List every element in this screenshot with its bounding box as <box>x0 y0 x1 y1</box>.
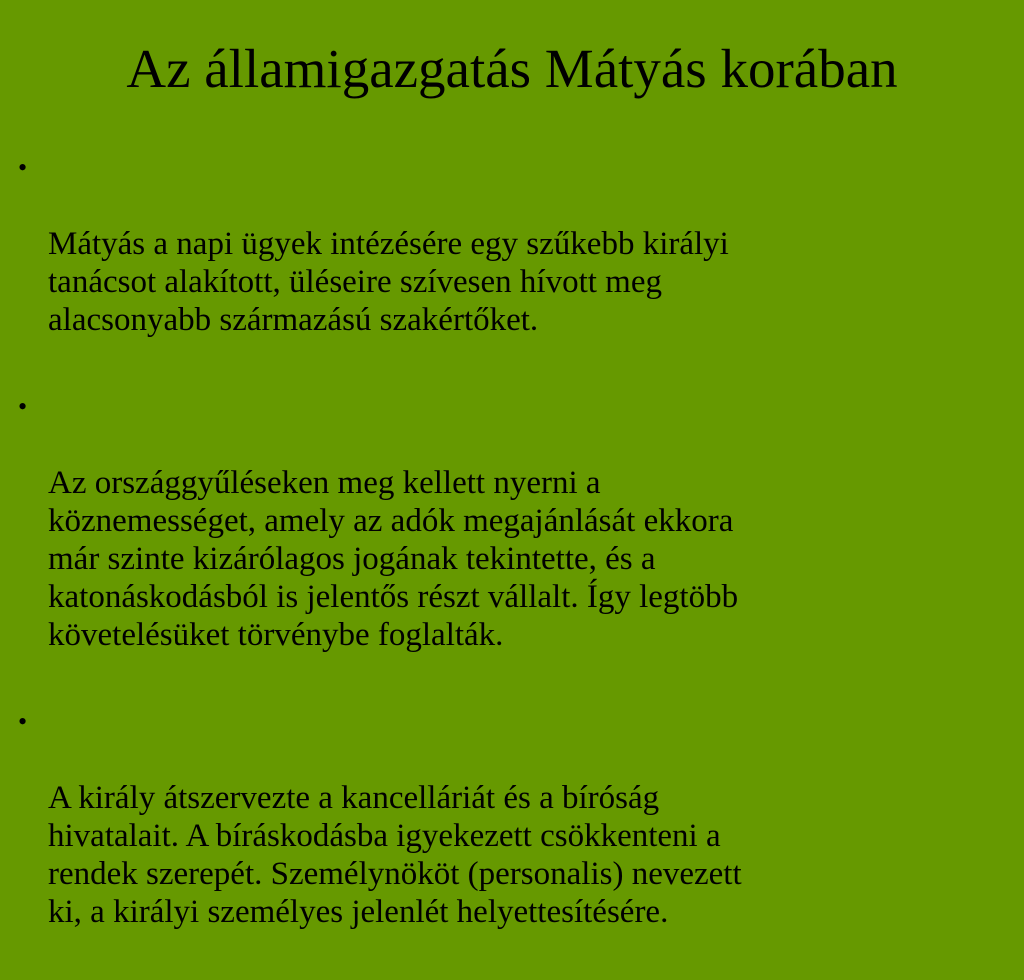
bullet-marker: • <box>18 392 28 421</box>
bullet-list <box>18 149 1014 980</box>
bullet-marker: • <box>18 153 28 182</box>
slide-title: Az államigazgatás Mátyás korában <box>126 38 898 99</box>
bullet-text: A király átszervezte a kancelláriát és a bíróság hivatalait. A bíráskodásba igyekezett csökkenteni a rendek szerepét. Személynököt (personalis) nevezett ki, a királyi személyes jelenlét helyettesítésére. <box>48 780 742 930</box>
bullet-text: Mátyás a napi ügyek intézésére egy szűkebb királyi tanácsot alakított, üléseire szívesen hívott meg alacsonyabb származású szakértőket. <box>48 226 729 338</box>
bullet-item <box>18 703 1014 969</box>
bullet-marker: • <box>18 707 28 736</box>
bullet-item <box>18 149 1014 377</box>
bullet-text: Az országgyűléseken meg kellett nyerni a köznemességet, amely az adók megajánlását ekkora már szinte kizárólagos jogának tekintette, és a katonáskodásból is jelentős részt vállalt. Így legtöbb követelésüket törvénybe foglalták. <box>48 465 739 653</box>
bullet-item <box>18 388 1014 692</box>
